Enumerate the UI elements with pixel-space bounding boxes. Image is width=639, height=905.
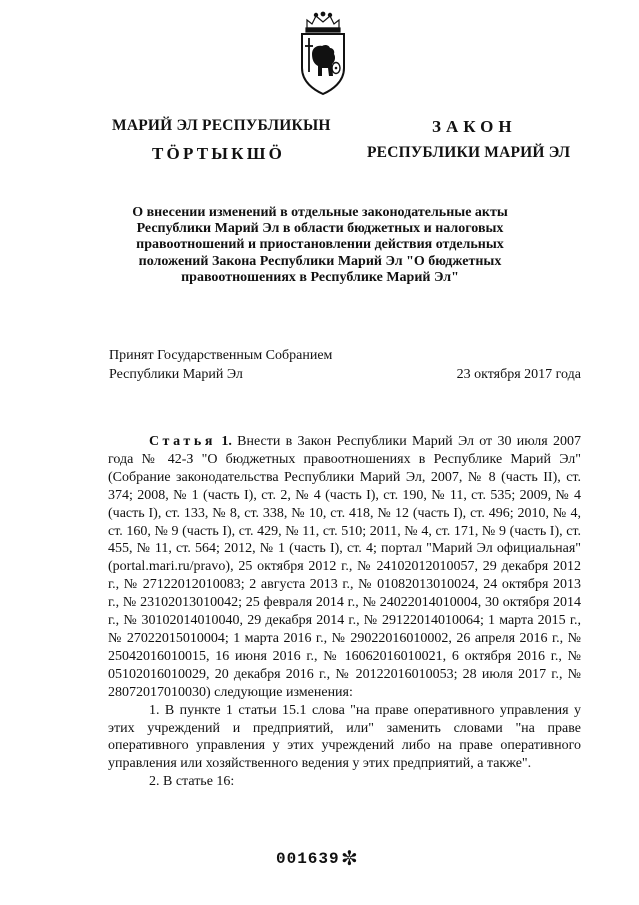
law-title: О внесении изменений в отдельные законодательные акты Республики Марий Эл в области бюджетных и налоговых правоотношений и приостановлении действия отдельных положений Закона Республики Марий Эл "О бюджетных правоотношениях в Республике Марий Эл": [132, 205, 508, 285]
header-right-line2: РЕСПУБЛИКИ МАРИЙ ЭЛ: [367, 144, 571, 161]
mari-el-coat-of-arms-icon: [298, 10, 348, 96]
adopted-by-line1: Принят Государственным Собранием: [109, 348, 333, 363]
header-right-line1: ЗАКОН: [432, 117, 517, 136]
article-item-2: 2. В статье 16:: [149, 774, 235, 790]
adoption-block: [109, 346, 581, 384]
article-1-paragraph: [108, 433, 581, 702]
article-intro-text: Внести в Закон Республики Марий Эл от 30 июля 2007 года № 42-З "О бюджетных правоотношениях в Республике Марий Эл" (Собрание законодательства Республики Марий Эл, 2007, № 8 (часть II), ст. 374; 2008, № 1 (часть I), ст. 2, № 4 (часть I), ст. 190, № 11, ст. 535; 2009, № 4 (часть I), ст. 133, № 8, ст. 338, № 10, ст. 418, № 12 (часть I), ст. 496; 2010, № 4, ст. 160, № 9 (часть I), ст. 429, № 11, ст. 510; 2011, № 4, ст. 171, № 9 (часть I), ст. 455, № 11, ст. 564; 2012, № 1 (часть I), ст. 4; портал "Марий Эл официальная" (portal.mari.ru/pravo), 25 октября 2012 г., № 24102012010057, 29 декабря 2012 г., № 27122012010083; 2 августа 2013 г., № 01082013010024, 24 октября 2013 г., № 23102013010042; 25 февраля 2014 г., № 24022014010004, 30 октября 2014 г., № 30102014010040, 29 декабря 2014 г., № 29122014010064; 1 марта 2015 г., № 27022015010004; 1 марта 2016 г., № 29022016010002, 26 апреля 2016 г., № 25042016010015, 16 июня 2016 г., № 16062016010021, 6 октября 2016 г., № 05102016010029, 20 декабря 2016 г., № 20122016010053; 28 июля 2017 г., № 28072017010030) следующие изменения:: [108, 434, 581, 700]
article-body: [108, 433, 581, 791]
adopted-by-line2: Республики Марий Эл: [109, 367, 243, 382]
header-left-line1: МАРИЙ ЭЛ РЕСПУБЛИКЫН: [112, 117, 331, 134]
header-left-line2: ТӦРТЫКШӦ: [152, 144, 286, 163]
article-label: Статья: [149, 434, 217, 449]
footer-mark: ✼: [341, 846, 358, 870]
document-serial-number: 001639: [276, 850, 340, 868]
adoption-date: 23 октября 2017 года: [456, 367, 581, 382]
article-item-1: 1. В пункте 1 статьи 15.1 слова "на праве оперативного управления у этих учреждений и предприятий, или" заменить словами "на праве оперативного управления у этих учреждений либо на праве оперативного управления или хозяйственного ведения у этих предприятий, а также".: [108, 702, 581, 772]
article-number: 1.: [221, 434, 232, 449]
